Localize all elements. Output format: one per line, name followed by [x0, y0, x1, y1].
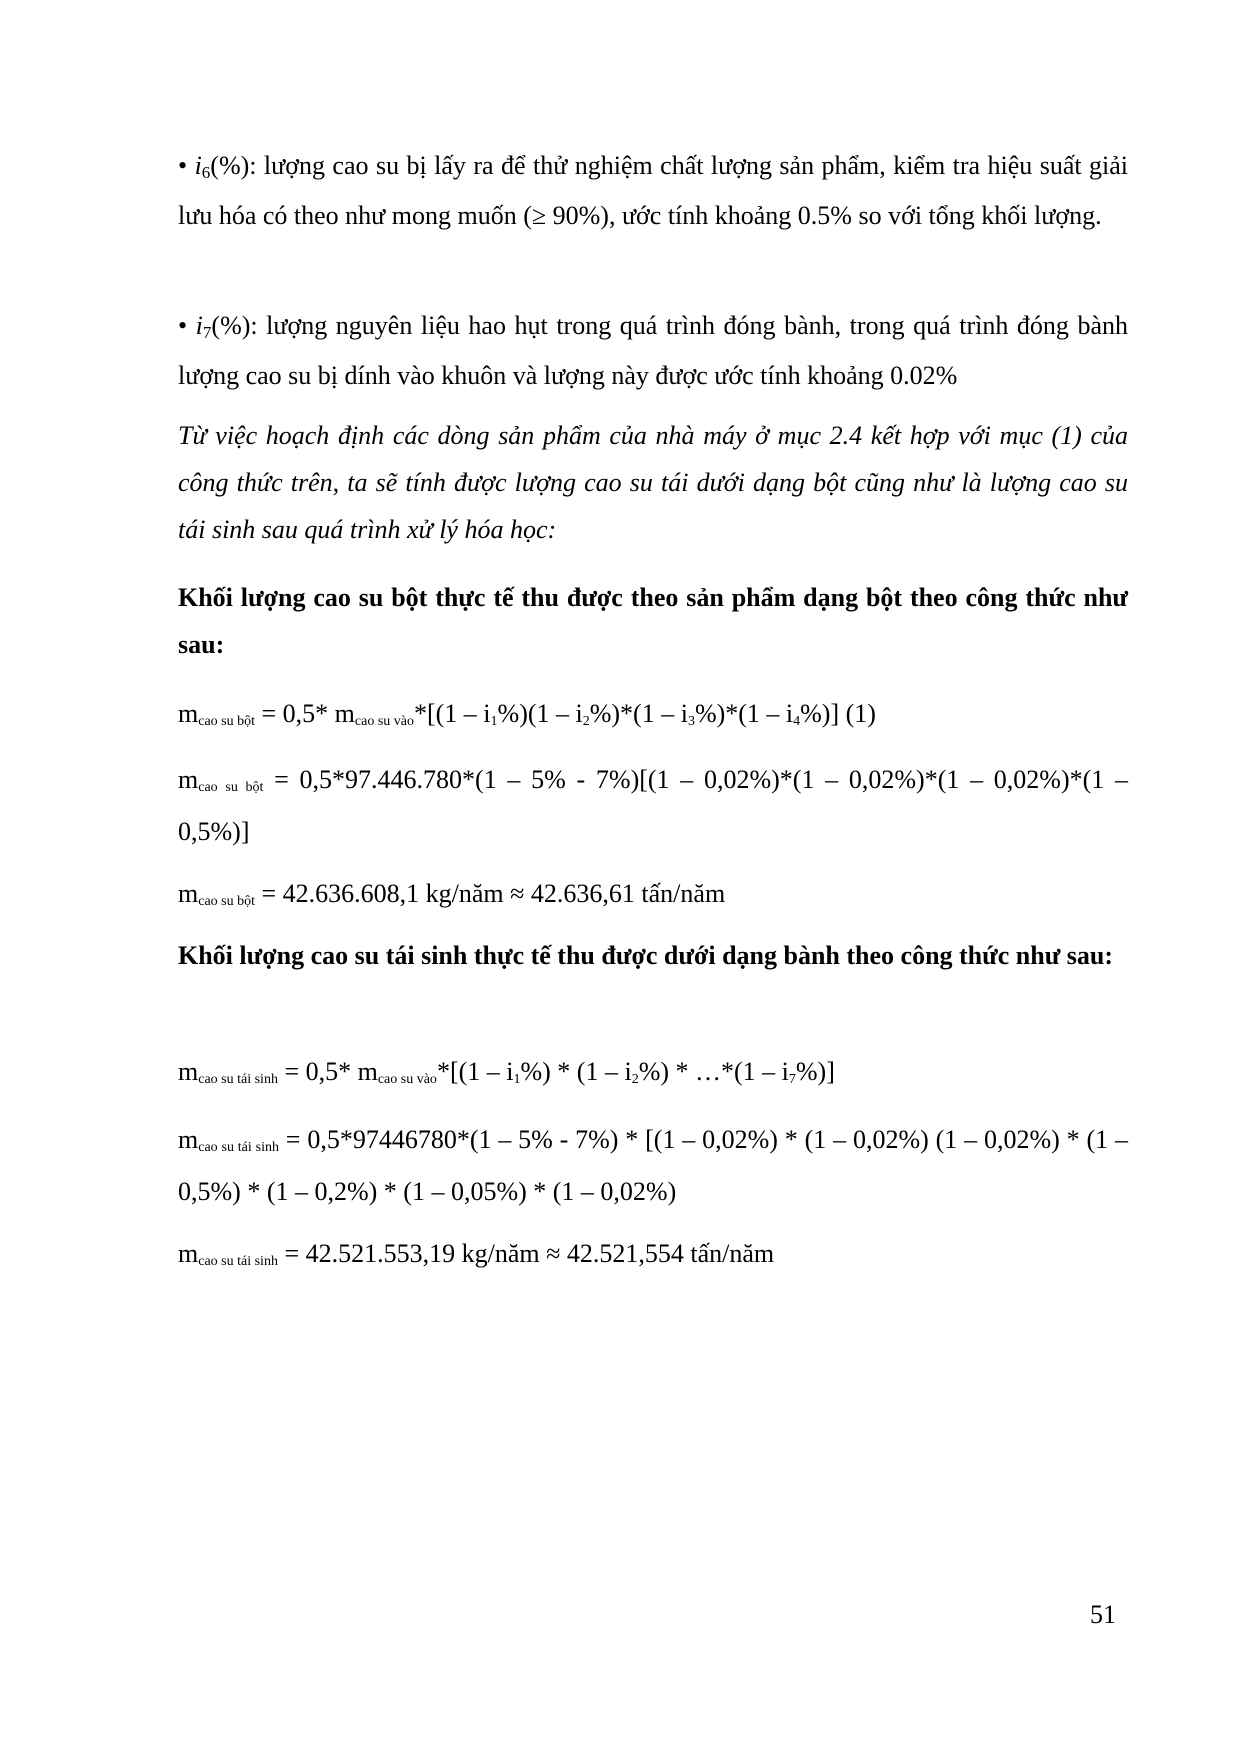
variable-i: i — [194, 151, 202, 180]
paragraph-intro: Từ việc hoạch định các dòng sản phẩm của nhà máy ở mục 2.4 kết hợp với mục (1) của công thức trên, ta sẽ tính được lượng cao su tái dưới dạng bột cũng như là lượng cao su tái sinh sau quá trình xử lý hóa học: — [178, 421, 1128, 544]
page-number: 51 — [1090, 1600, 1116, 1629]
formula-reclaimed-general: mcao su tái sinh = 0,5* mcao su vào*[(1 – i1%) * (1 – i2%) * …*(1 – i7%)] — [178, 1057, 835, 1087]
formula-powder-substituted: mcao su bột = 0,5*97.446.780*(1 – 5% - 7%)[(1 – 0,02%)*(1 – 0,02%)*(1 – 0,02%)*(1 – 0,5%)] — [178, 765, 1129, 846]
heading-reclaimed-rubber: Khối lượng cao su tái sinh thực tế thu được dưới dạng bành theo công thức như sau: — [178, 941, 1114, 970]
formula-powder-result: mcao su bột = 42.636.608,1 kg/năm ≈ 42.636,61 tấn/năm — [178, 879, 726, 909]
paragraph-text: (%): lượng nguyên liệu hao hụt trong quá trình đóng bành, trong quá trình đóng bành lượng cao su bị dính vào khuôn và lượng này được ước tính khoảng 0.02% — [178, 311, 1128, 390]
variable-i: i — [195, 311, 203, 340]
paragraph-i7 — [178, 302, 1128, 399]
variable-subscript: 7 — [202, 323, 212, 342]
heading-powder-rubber: Khối lượng cao su bột thực tế thu được theo sản phẩm dạng bột theo công thức như sau: — [178, 583, 1128, 659]
paragraph-i6 — [178, 142, 1128, 239]
formula-reclaimed-substituted: mcao su tái sinh = 0,5*97446780*(1 – 5% - 7%) * [(1 – 0,02%) * (1 – 0,02%) (1 – 0,02%) * (1 – 0,5%) * (1 – 0,2%) * (1 – 0,05%) * (1 – 0,02%) — [178, 1125, 1128, 1206]
bullet: • — [178, 311, 188, 340]
variable-subscript: 6 — [201, 163, 211, 182]
bullet: • — [178, 151, 188, 180]
formula-reclaimed-result: mcao su tái sinh = 42.521.553,19 kg/năm ≈ 42.521,554 tấn/năm — [178, 1239, 775, 1269]
formula-powder-general: mcao su bột = 0,5* mcao su vào*[(1 – i1%)(1 – i2%)*(1 – i3%)*(1 – i4%)] (1) — [178, 699, 876, 729]
paragraph-text: (%): lượng cao su bị lấy ra để thử nghiệm chất lượng sản phẩm, kiểm tra hiệu suất giải lưu hóa có theo như mong muốn (≥ 90%), ước tính khoảng 0.5% so với tổng khối lượng. — [178, 151, 1129, 230]
